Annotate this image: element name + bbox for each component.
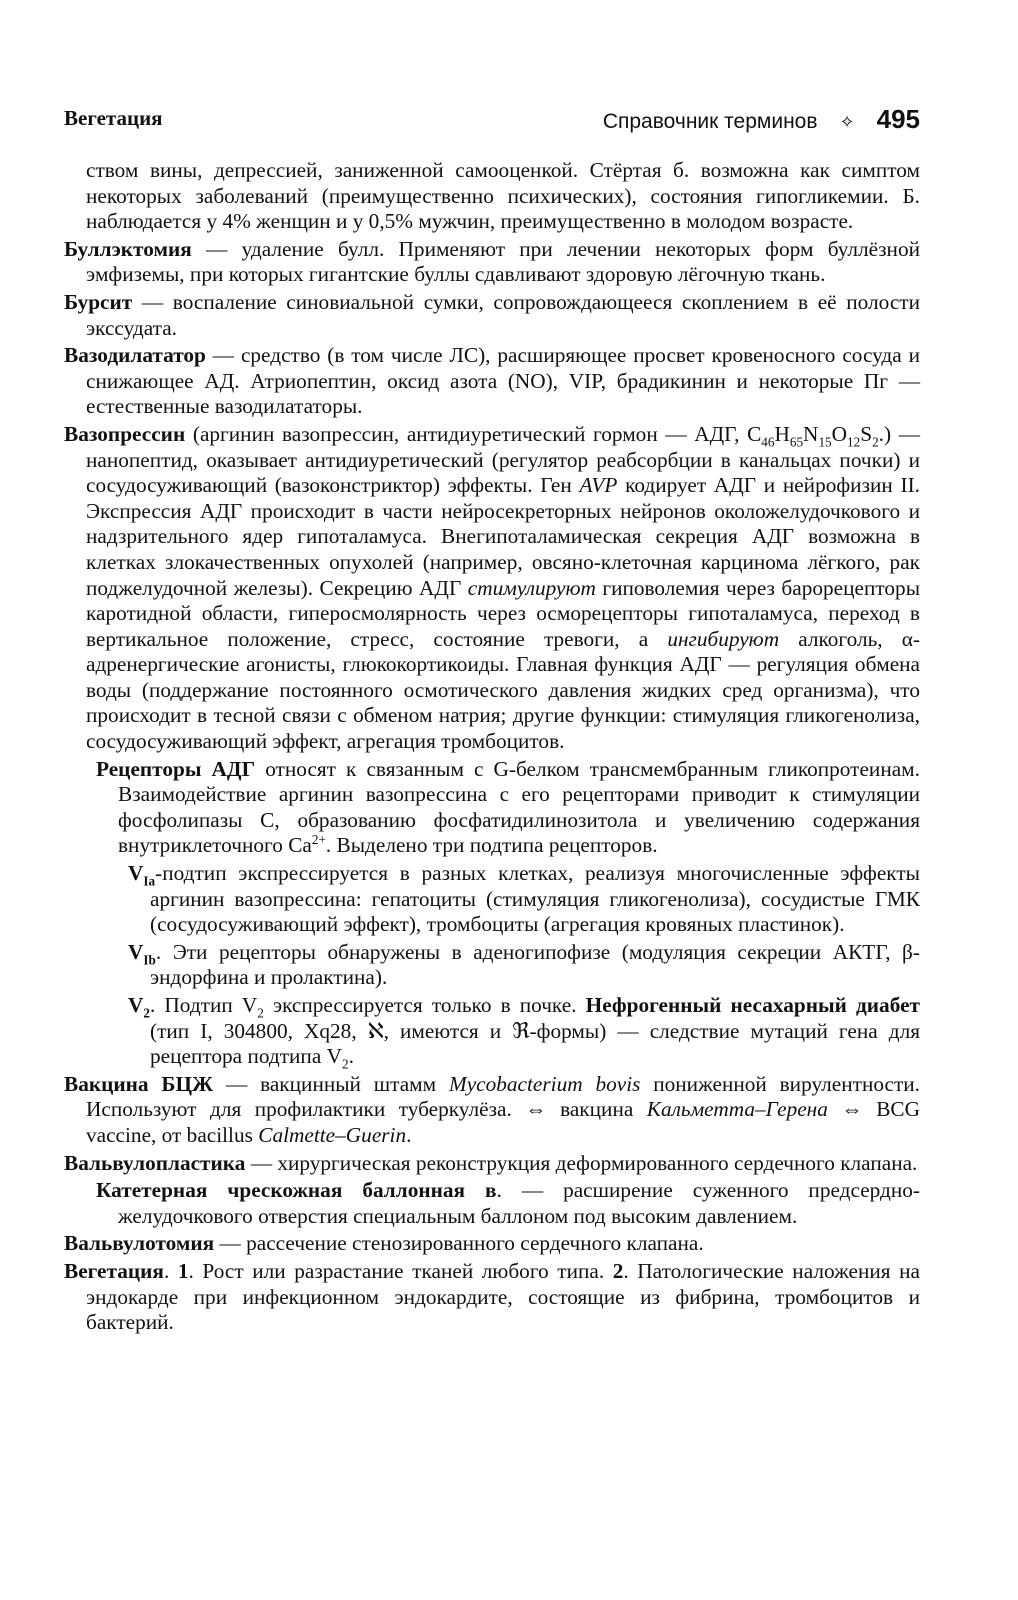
entry-vegetation: Вегетация. 1. Рост или разрастание тканей любого типа. 2. Патологические наложения на эндокарде при инфекционном эндокардите, состоящие из фибрина, тромбоцитов и бактерий. xyxy=(64,1258,921,1335)
term-v1b: $V_{Ib}$ xyxy=(128,939,156,968)
term-vasodilator: Вазодилататор xyxy=(64,343,206,368)
emphasis-inhibit: ингибируют xyxy=(667,626,780,651)
entry-v1a: $V_{Ia}$-подтип экспрессируется в разных клетках, реализуя многочисленные эффекты аргинин вазопрессина: гепатоциты (стимуляция гликогенолиза), сосудистые ГМК (сосудосуживающий эффект), тромбоциты (агрегация кровяных пластинок). xyxy=(128,861,920,937)
diamond-icon: ✧ xyxy=(839,112,855,132)
entry-vasodilator: Вазодилататор — средство (в том числе ЛС), расширяющее просвет кровеносного сосуда и снижающее АД. Атриопептин, оксид азота (NO), VIP, брадикинин и некоторые Пг — естественные вазодилататоры. xyxy=(64,343,920,419)
entry-bcg: Вакцина БЦЖ — вакцинный штамм Mycobacterium bovis пониженной вирулентности. Используют для профилактики туберкулёза. ⇔ вакцина Кальметта–Герена ⇔ BCG vaccine, от bacillus Calmette–Guerin. xyxy=(64,1071,920,1147)
page-number: 495 xyxy=(876,104,920,134)
entry-balloon: Катетерная чрескожная баллонная в. — расширение суженного предсердно-желудочкового отверстия специальным баллоном под высоким давлением. xyxy=(96,1178,920,1228)
entry-bursitis: Бурсит — воспаление синовиальной сумки, сопровождающееся скоплением в её полости экссудата. xyxy=(64,289,920,340)
entry-valvulotomy: Вальвулотомия — рассечение стенозированного сердечного клапана. xyxy=(64,1231,704,1256)
entry-bullectomy: Буллэктомия — удаление булл. Применяют при лечении некоторых форм буллёзной эмфиземы, при которых гигантские буллы сдавливают здоровую лёгочную ткань. xyxy=(64,236,920,287)
running-header xyxy=(64,104,920,144)
term-vegetation: Вегетация xyxy=(64,1258,164,1283)
emphasis-stimulate: стимулируют xyxy=(467,575,596,600)
term-vasopressin: Вазопрессин xyxy=(64,421,186,446)
term-bcg: Вакцина БЦЖ xyxy=(64,1071,214,1096)
entry-vasopressin: Вазопрессин (аргинин вазопрессин, антидиуретический гормон — АДГ, $C_{46}H_{65}N_{15}O_{12}S_2$.) — нанопептид, оказывает антидиуретический (регулятор реабсорбции в канальцах почки) и сосудосуживающий (вазоконстриктор) эффекты. Ген AVP кодирует АДГ и нейрофизин II. Экспрессия АДГ происходит в части нейросекреторных нейронов околожелудочкового и надзрительного ядер гипоталамуса. Внегипоталамическая секреция АДГ возможна в клетках злокачественных опухолей (например, овсяно-клеточная карцинома лёгкого, рак поджелудочной железы). Секрецию АДГ стимулируют гиповолемия через барорецепторы каротидной области, гиперосмолярность через осморецепторы гипоталамуса, переход в вертикальное положение, стресс, состояние тревоги, а ингибируют алкоголь, α-адренергические агонисты, глюкокортикоиды. Главная функция АДГ — регуляция обмена воды (поддержание постоянного осмотического давления жидких сред организма), что происходит в тесной связи с обменом натрия; другие функции: стимуляция гликогенолиза, сосудосуживающий эффект, агрегация тромбоцитов. xyxy=(64,421,921,754)
term-valvuloplasty: Вальвулопластика xyxy=(64,1150,246,1175)
body-text xyxy=(64,158,920,1338)
species-name: Mycobacterium bovis xyxy=(448,1071,641,1096)
entry-v2: $V_2$. Подтип $V_2$ экспрессируется только в почке. Нефрогенный несахарный диабет (тип I, 304800, Xq28, ℵ, имеются и ℜ-формы) — следствие мутаций гена для рецептора подтипа $V_2$. xyxy=(128,993,920,1072)
chemical-formula: $C_{46}H_{65}N_{15}O_{12}S_2$ xyxy=(747,421,879,450)
document-page xyxy=(64,0,920,1600)
term-balloon: Катетерная чрескожная баллонная в xyxy=(96,1178,497,1203)
term-v2: $V_2$ xyxy=(128,993,150,1021)
term-bullectomy: Буллэктомия xyxy=(64,236,192,261)
header-title: Справочник терминов xyxy=(602,110,818,133)
term-v1a: $V_{Ia}$ xyxy=(128,861,156,889)
entry-valvuloplasty: Вальвулопластика — хирургическая реконструкция деформированного сердечного клапана. xyxy=(64,1150,918,1175)
name-ru: Кальметта–Герена xyxy=(646,1097,828,1122)
entry-v1b: $V_{Ib}$. Эти рецепторы обнаружены в аденогипофизе (модуляция секреции АКТГ, β-эндорфина и пролактина). xyxy=(128,939,920,990)
gene-name: AVP xyxy=(579,473,618,498)
term-valvulotomy: Вальвулотомия xyxy=(64,1231,215,1256)
header-section: Вегетация xyxy=(64,106,163,130)
name-lat: Calmette–Guerin xyxy=(258,1122,407,1147)
term-adh-receptors: Рецепторы АДГ xyxy=(96,756,256,781)
entry-adh-receptors: Рецепторы АДГ относят к связанным с G-белком трансмембранным гликопротеинам. Взаимодействие аргинин вазопрессина с его рецепторами приводит к стимуляции фосфолипазы C, образованию фосфатидилинозитола и увеличению содержания внутриклеточного $Ca^{2+}$. Выделено три подтипа рецепторов. xyxy=(96,756,920,858)
continued-paragraph: ством вины, депрессией, заниженной самооценкой. Стёртая б. возможна как симптом некоторых заболеваний (преимущественно психических), состояния гипогликемии. Б. наблюдается у 4% женщин и у 0,5% мужчин, преимущественно в молодом возрасте. xyxy=(86,158,920,234)
term-nephrogenic-diabetes: Нефрогенный несахарный диабет xyxy=(585,993,920,1017)
header-right xyxy=(603,104,920,135)
term-bursitis: Бурсит xyxy=(64,289,133,314)
